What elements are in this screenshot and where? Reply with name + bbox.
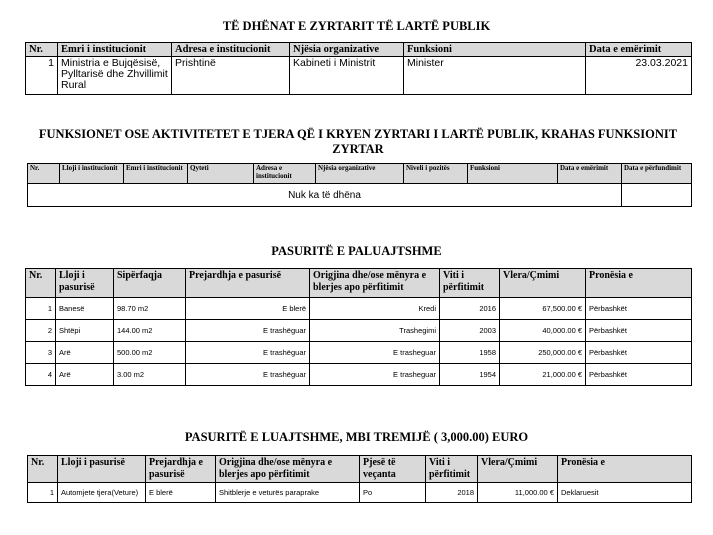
- table-row: [26, 342, 692, 364]
- table-row: [26, 57, 692, 95]
- table-cell: 1: [26, 57, 58, 95]
- header-cell: Niveli i pozitës: [404, 164, 468, 184]
- other-functions-table: [27, 163, 692, 207]
- header-cell: Lloji i pasurisë: [56, 269, 114, 298]
- empty-message: Nuk ka të dhëna: [28, 184, 622, 207]
- header-cell: Pronësia e: [586, 269, 692, 298]
- table-cell: 67,500.00 €: [500, 298, 586, 320]
- table-cell: Automjete tjera(Veture): [58, 483, 146, 503]
- header-cell: Data e përfundimit: [622, 164, 692, 184]
- table-cell: Kabineti i Ministrit: [290, 57, 404, 95]
- header-cell: Vlera/Çmimi: [500, 269, 586, 298]
- table-cell: 3.00 m2: [114, 364, 186, 386]
- table-header-row: [26, 269, 692, 298]
- section-title-officer-data: TË DHËNAT E ZYRTARIT TË LARTË PUBLIK: [222, 19, 491, 33]
- table-row: [28, 184, 692, 207]
- table-cell: E blerë: [186, 298, 310, 320]
- table-cell: Minister: [404, 57, 586, 95]
- header-cell: Nr.: [28, 456, 58, 483]
- table-cell: 3: [26, 342, 56, 364]
- immovable-assets-table: [25, 268, 692, 386]
- table-cell: 1: [26, 298, 56, 320]
- table-cell: [622, 184, 692, 207]
- section-title-immovable-assets: PASURITË E PALUAJTSHME: [271, 244, 442, 258]
- header-cell: Prejardhja e pasurisë: [186, 269, 310, 298]
- table-cell: 2016: [440, 298, 500, 320]
- header-cell: Data e emërimit: [586, 43, 692, 57]
- section-title-other-functions: FUNKSIONET OSE AKTIVITETET E TJERA QË I KRYEN ZYRTARI I LARTË PUBLIK, KRAHAS FUNKSIONIT ZYRTAR: [38, 127, 678, 156]
- table-cell: 250,000.00 €: [500, 342, 586, 364]
- table-cell: 500.00 m2: [114, 342, 186, 364]
- table-cell: 1958: [440, 342, 500, 364]
- table-cell: 1: [28, 483, 58, 503]
- header-cell: Origjina dhe/ose mënyra e blerjes apo përfitimit: [310, 269, 440, 298]
- header-cell: Pronësia e: [558, 456, 692, 483]
- header-cell: Adresa e institucionit: [254, 164, 316, 184]
- table-cell: Përbashkët: [586, 320, 692, 342]
- table-header-row: [26, 43, 692, 57]
- table-cell: 144.00 m2: [114, 320, 186, 342]
- table-cell: Shtëpi: [56, 320, 114, 342]
- header-cell: Lloji i institucionit: [60, 164, 124, 184]
- header-cell: Data e emërimit: [558, 164, 622, 184]
- header-cell: Vlera/Çmimi: [478, 456, 558, 483]
- table-cell: 2003: [440, 320, 500, 342]
- table-cell: Përbashkët: [586, 364, 692, 386]
- table-cell: 4: [26, 364, 56, 386]
- header-cell: Viti i përfitimit: [426, 456, 478, 483]
- table-cell: Shitblerje e veturës paraprake: [216, 483, 360, 503]
- header-cell: Nr.: [28, 164, 60, 184]
- table-cell: E trashëguar: [186, 364, 310, 386]
- header-cell: Lloji i pasurisë: [58, 456, 146, 483]
- table-cell: E trasheguar: [310, 342, 440, 364]
- table-cell: 21,000.00 €: [500, 364, 586, 386]
- table-cell: Banesë: [56, 298, 114, 320]
- table-cell: 1954: [440, 364, 500, 386]
- header-cell: Nr.: [26, 269, 56, 298]
- table-header-row: [28, 456, 692, 483]
- table-cell: Arë: [56, 342, 114, 364]
- header-cell: Emri i institucionit: [124, 164, 188, 184]
- table-cell: 40,000.00 €: [500, 320, 586, 342]
- table-cell: Prishtinë: [172, 57, 290, 95]
- table-cell: Trashegimi: [310, 320, 440, 342]
- table-row: [28, 483, 692, 503]
- table-cell: E trashëguar: [186, 320, 310, 342]
- table-row: [26, 364, 692, 386]
- header-cell: Funksioni: [404, 43, 586, 57]
- table-cell: 2018: [426, 483, 478, 503]
- header-cell: Sipërfaqja: [114, 269, 186, 298]
- table-cell: Kredi: [310, 298, 440, 320]
- table-cell: E trashëguar: [186, 342, 310, 364]
- table-cell: 11,000.00 €: [478, 483, 558, 503]
- header-cell: Pjesë të veçanta: [360, 456, 426, 483]
- table-cell: 98.70 m2: [114, 298, 186, 320]
- header-cell: Origjina dhe/ose mënyra e blerjes apo përfitimit: [216, 456, 360, 483]
- header-cell: Nr.: [26, 43, 58, 57]
- table-cell: Përbashkët: [586, 342, 692, 364]
- header-cell: Prejardhja e pasurisë: [146, 456, 216, 483]
- table-cell: Ministria e Bujqësisë, Pylltarisë dhe Zhvillimit Rural: [58, 57, 172, 95]
- table-cell: Arë: [56, 364, 114, 386]
- header-cell: Funksioni: [468, 164, 558, 184]
- header-cell: Viti i përfitimit: [440, 269, 500, 298]
- table-cell: Deklaruesit: [558, 483, 692, 503]
- table-cell: 23.03.2021: [586, 57, 692, 95]
- header-cell: Qyteti: [188, 164, 254, 184]
- table-row: [26, 320, 692, 342]
- table-cell: 2: [26, 320, 56, 342]
- header-cell: Njësia organizative: [316, 164, 404, 184]
- section-title-movable-assets: PASURITË E LUAJTSHME, MBI TREMIJË ( 3,000.00) EURO: [184, 430, 529, 444]
- table-header-row: [28, 164, 692, 184]
- header-cell: Njësia organizative: [290, 43, 404, 57]
- movable-assets-table: [27, 455, 692, 503]
- table-cell: Përbashkët: [586, 298, 692, 320]
- header-cell: Emri i institucionit: [58, 43, 172, 57]
- table-cell: E trasheguar: [310, 364, 440, 386]
- table-cell: Po: [360, 483, 426, 503]
- table-row: [26, 298, 692, 320]
- header-cell: Adresa e institucionit: [172, 43, 290, 57]
- table-cell: E blerë: [146, 483, 216, 503]
- officer-data-table: [25, 42, 692, 95]
